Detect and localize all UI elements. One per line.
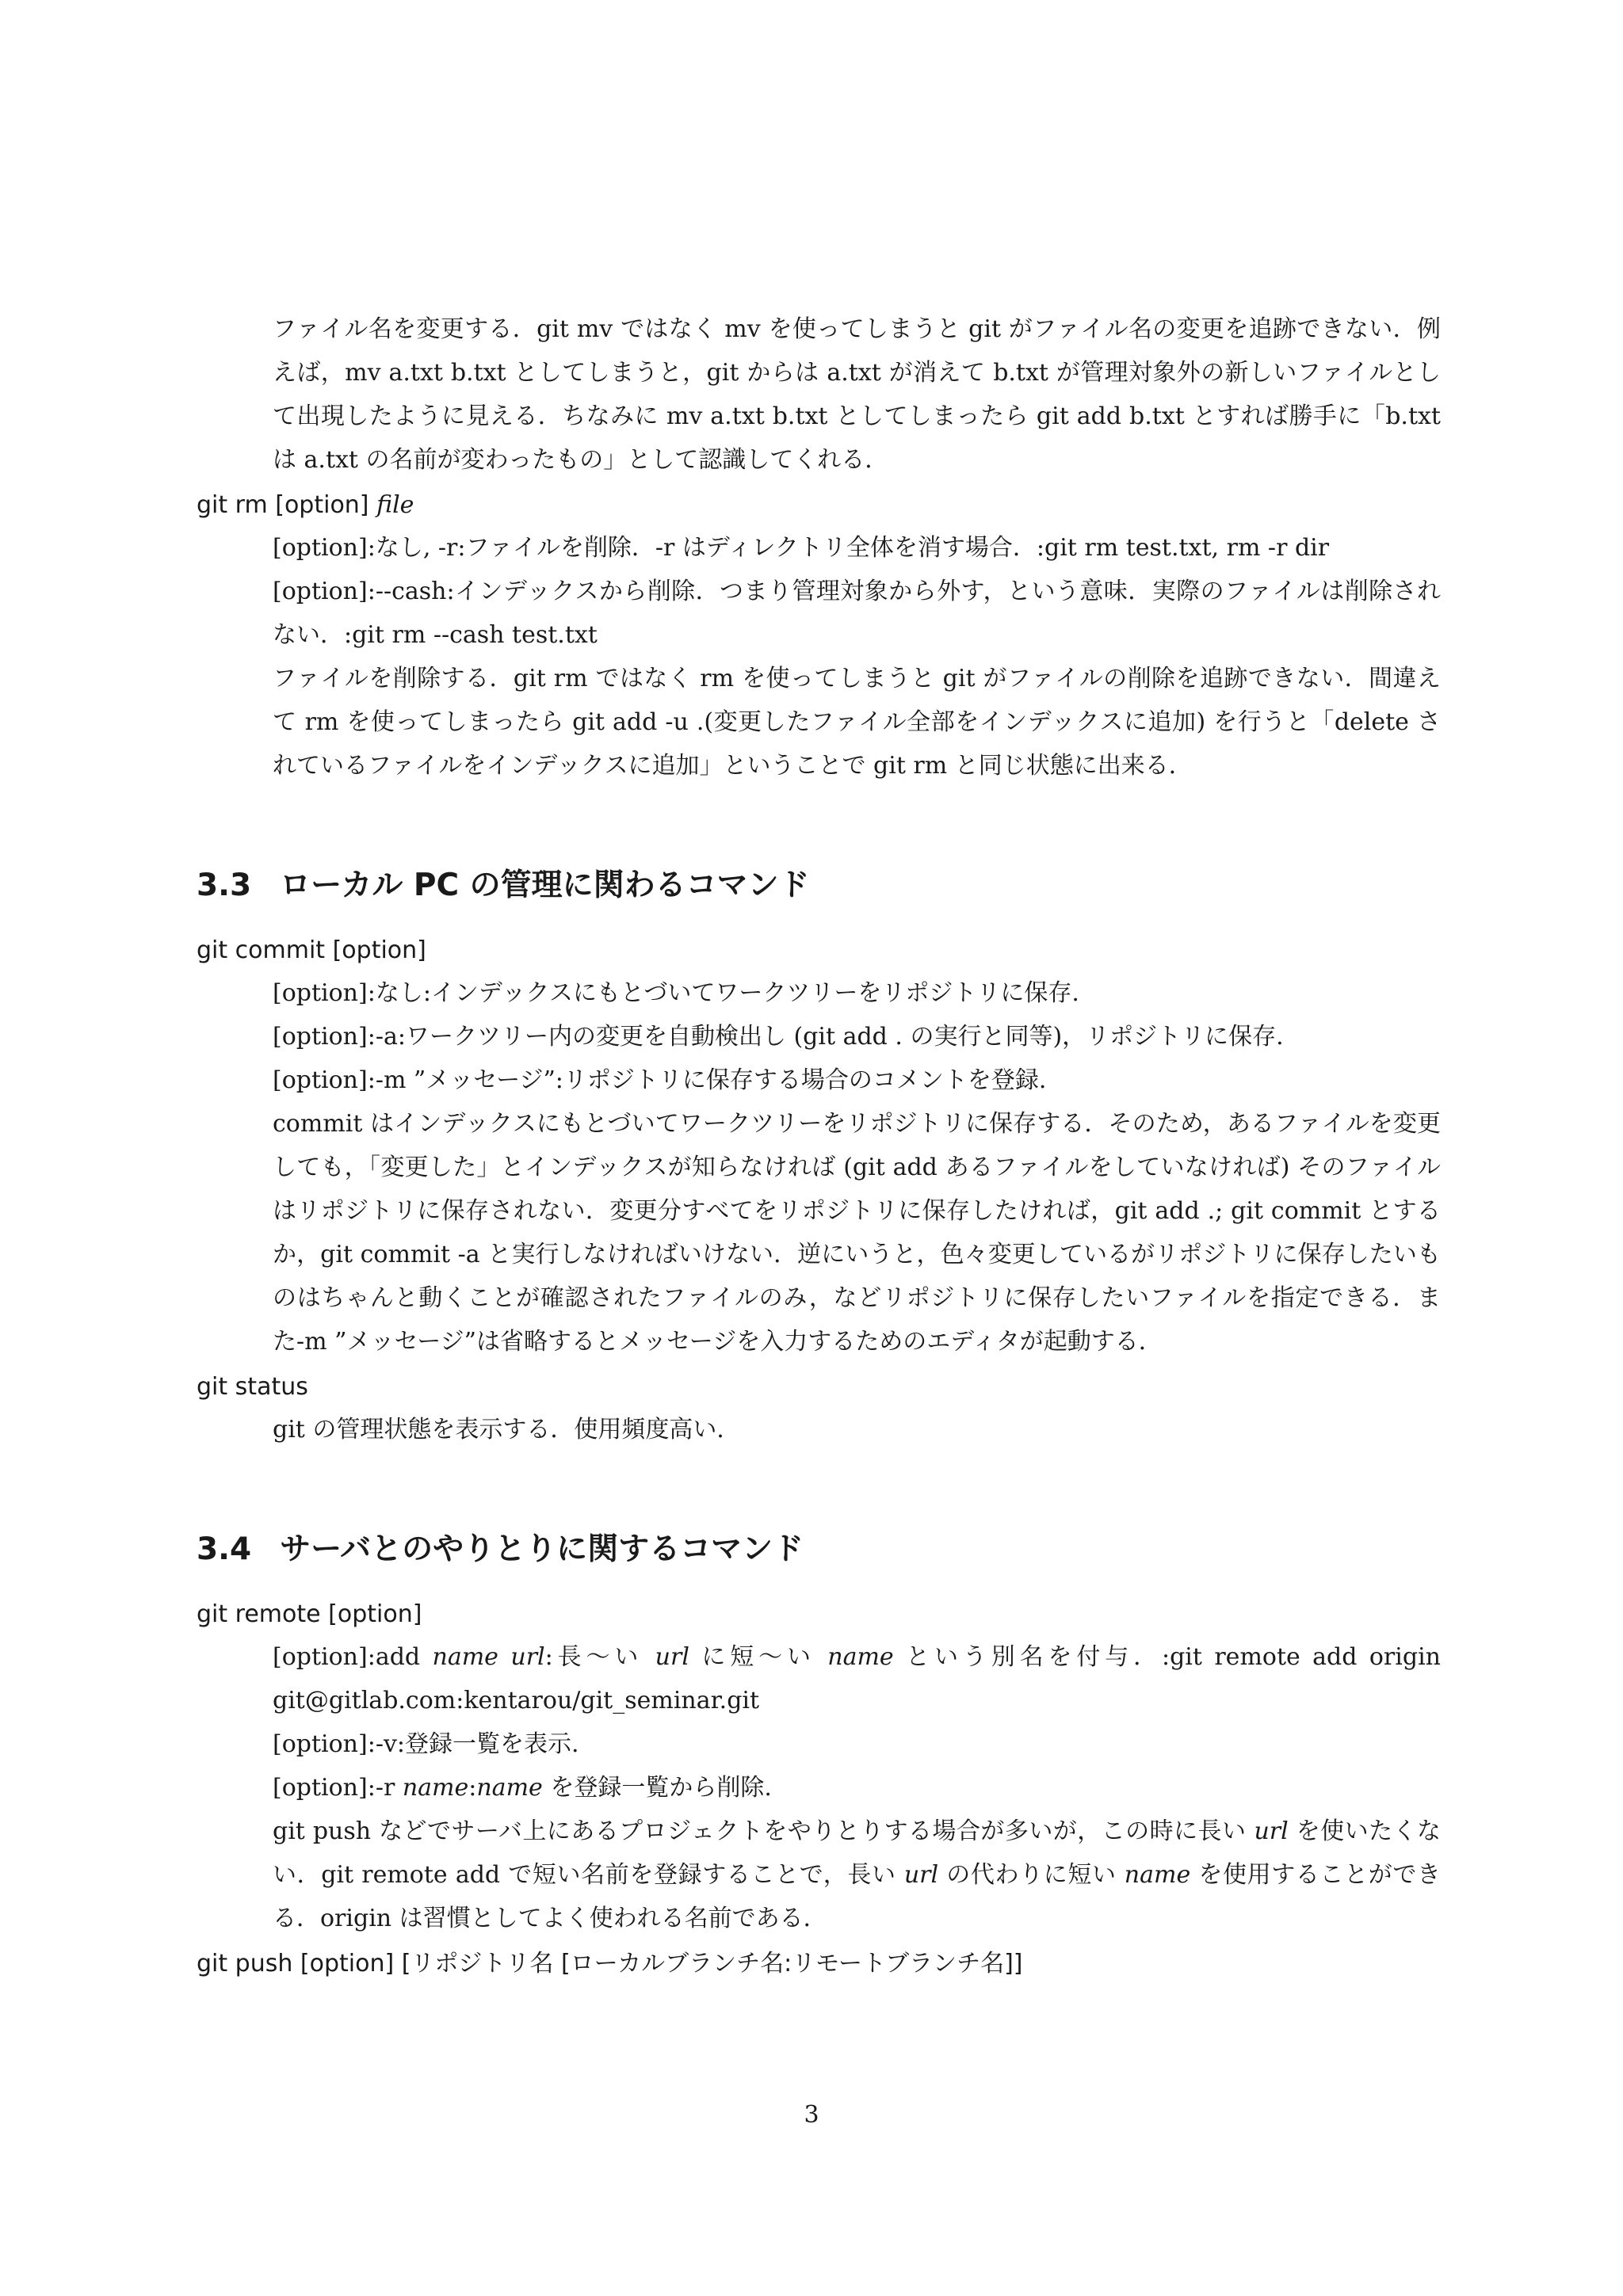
git-remote-description: [273, 1810, 1441, 1940]
text-fragment: の代わりに短い: [938, 1861, 1125, 1889]
git-commit-description: commit はインデックスにもとづいてワークツリーをリポジトリに保存する．そのため，あるファイルを変更しても，「変更した」とインデックスが知らなければ (git add あるファイルをしていなければ) そのファイルはリポジトリに保存されない．変更分すべてをリポジトリに保存したければ，git add .; git commit とするか，git commit -a と実行しなければいけない．逆にいうと，色々変更しているがリポジトリに保存したいものはちゃんと動くことが確認されたファイルのみ，などリポジトリに保存したいファイルを指定できる．また-m ”メッセージ”は省略するとメッセージを入力するためのエディタが起動する．: [273, 1110, 1441, 1356]
section-title: ローカル PC の管理に関わるコマンド: [280, 868, 810, 903]
section-number: 3.3: [197, 868, 252, 903]
page-content: [197, 307, 1441, 1985]
italic-arg: url: [510, 1643, 545, 1671]
text-fragment: を使用することができる．origin は習慣としてよく使われる名前である．: [273, 1861, 1441, 1932]
git-push-command: git push [option] [リポジトリ名 [ローカルブランチ名:リモートブランチ名]]: [197, 1950, 1023, 1978]
git-rm-command: [197, 485, 1441, 526]
italic-arg: name: [476, 1774, 543, 1802]
section-number: 3.4: [197, 1531, 252, 1567]
text-fragment: に短〜い: [689, 1643, 828, 1671]
text-fragment: を登録一覧から削除.: [542, 1774, 772, 1802]
section-heading-3-3: [197, 864, 1441, 908]
git-remote-option-2: [option]:-v:登録一覧を表示.: [273, 1730, 579, 1758]
text-fragment: [option]:-r: [273, 1774, 403, 1802]
text-fragment: :長〜い: [544, 1643, 655, 1671]
mv-description: ファイル名を変更する．git mv ではなく mv を使ってしまうと git がファイル名の変更を追跡できない．例えば，mv a.txt b.txt としてしまうと，git からは a.txt が消えて b.txt が管理対象外の新しいファイルとして出現したように見える．ちなみに mv a.txt b.txt としてしまったら git add b.txt とすれば勝手に「b.txt は a.txt の名前が変わったもの」として認識してくれる．: [273, 315, 1441, 474]
git-commit-option-3: [option]:-m ”メッセージ”:リポジトリに保存する場合のコメントを登録.: [273, 1066, 1047, 1094]
text-fragment: [option]:add: [273, 1643, 433, 1671]
text-fragment: を使いたくない．git remote add で短い名前を登録することで，長い: [273, 1817, 1441, 1889]
git-status-description: git の管理状態を表示する．使用頻度高い．: [273, 1416, 741, 1444]
italic-arg: name: [432, 1643, 498, 1671]
italic-arg: name: [827, 1643, 894, 1671]
git-commit-option-2: [option]:-a:ワークツリー内の変更を自動検出し (git add . の実行と同等)，リポジトリに保存.: [273, 1023, 1284, 1051]
git-rm-option-1: [option]:なし, -r:ファイルを削除．-r はディレクトリ全体を消す場合．:git rm test.txt, rm -r dir: [273, 534, 1330, 562]
italic-arg: name: [402, 1774, 469, 1802]
git-commit-option-1: [option]:なし:インデックスにもとづいてワークツリーをリポジトリに保存.: [273, 979, 1079, 1007]
page-number: 3: [804, 2101, 819, 2129]
text-fragment: :: [468, 1774, 477, 1802]
italic-arg: url: [1254, 1817, 1289, 1845]
git-rm-description: ファイルを削除する．git rm ではなく rm を使ってしまうと git がファイルの削除を追跡できない．間違えて rm を使ってしまったら git add -u .(変更したファイル全部をインデックスに追加) を行うと「delete されているファイルをインデックスに追加」ということで git rm と同じ状態に出来る．: [273, 665, 1441, 780]
git-rm-arg: file: [376, 491, 414, 519]
italic-arg: url: [655, 1643, 689, 1671]
git-remote-option-1: [273, 1635, 1441, 1722]
git-rm-command-text: git rm [option]: [197, 491, 369, 519]
git-status-command: git status: [197, 1373, 308, 1401]
git-rm-option-2: [option]:--cash:インデックスから削除．つまり管理対象から外す，という意味．実際のファイルは削除されない．:git rm --cash test.txt: [273, 578, 1441, 649]
text-fragment: git push などでサーバ上にあるプロジェクトをやりとりする場合が多いが，この時に長い: [273, 1817, 1254, 1845]
section-title: サーバとのやりとりに関するコマンド: [280, 1531, 804, 1567]
git-remote-option-3: [273, 1766, 1441, 1810]
section-heading-3-4: [197, 1527, 1441, 1572]
git-commit-command: git commit [option]: [197, 936, 426, 964]
git-remote-command: git remote [option]: [197, 1600, 422, 1628]
text-fragment: という別名を付与．:git remote add origin git@gitlab.com:kentarou/git_seminar.git: [273, 1643, 1441, 1714]
italic-arg: name: [1124, 1861, 1191, 1889]
italic-arg: url: [903, 1861, 939, 1889]
